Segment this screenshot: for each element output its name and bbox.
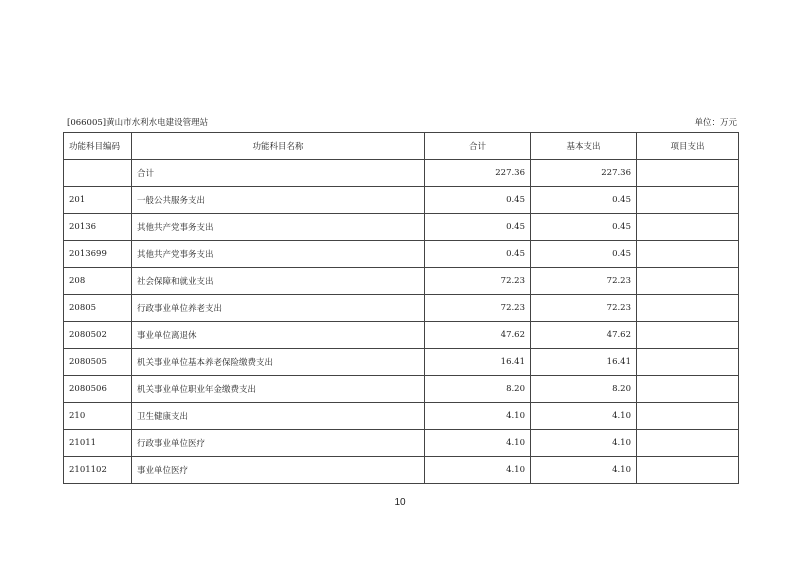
cell-code: 2013699 [64,241,132,268]
cell-total: 16.41 [425,349,531,376]
cell-project [637,376,739,403]
cell-basic: 4.10 [531,457,637,484]
table-body [64,160,739,484]
table-row [64,241,739,268]
cell-name: 机关事业单位职业年金缴费支出 [132,376,425,403]
cell-total: 72.23 [425,268,531,295]
table-row [64,349,739,376]
column-header-code: 功能科目编码 [64,133,132,160]
cell-code: 201 [64,187,132,214]
table-row [64,214,739,241]
cell-name: 行政事业单位医疗 [132,430,425,457]
table-row [64,160,739,187]
cell-total: 227.36 [425,160,531,187]
table-caption [67,116,737,130]
cell-basic: 0.45 [531,214,637,241]
cell-basic: 16.41 [531,349,637,376]
cell-code: 2101102 [64,457,132,484]
cell-total: 4.10 [425,457,531,484]
cell-project [637,160,739,187]
table-row [64,403,739,430]
cell-basic: 8.20 [531,376,637,403]
cell-project [637,349,739,376]
table-row [64,268,739,295]
cell-basic: 4.10 [531,403,637,430]
cell-project [637,214,739,241]
column-header-project: 项目支出 [637,133,739,160]
cell-project [637,187,739,214]
cell-name: 一般公共服务支出 [132,187,425,214]
cell-project [637,268,739,295]
cell-name: 事业单位离退休 [132,322,425,349]
cell-total: 0.45 [425,214,531,241]
cell-name: 卫生健康支出 [132,403,425,430]
cell-project [637,322,739,349]
cell-name: 合计 [132,160,425,187]
cell-basic: 72.23 [531,268,637,295]
cell-code: 2080506 [64,376,132,403]
cell-code [64,160,132,187]
cell-total: 0.45 [425,241,531,268]
cell-code: 2080505 [64,349,132,376]
cell-project [637,457,739,484]
cell-code: 21011 [64,430,132,457]
table-row [64,457,739,484]
table-row [64,187,739,214]
cell-project [637,403,739,430]
cell-project [637,430,739,457]
table-row [64,322,739,349]
cell-basic: 4.10 [531,430,637,457]
cell-basic: 47.62 [531,322,637,349]
cell-project [637,241,739,268]
cell-name: 行政事业单位养老支出 [132,295,425,322]
cell-code: 208 [64,268,132,295]
cell-code: 20136 [64,214,132,241]
cell-total: 4.10 [425,430,531,457]
cell-total: 8.20 [425,376,531,403]
cell-name: 其他共产党事务支出 [132,241,425,268]
cell-basic: 0.45 [531,187,637,214]
cell-total: 72.23 [425,295,531,322]
cell-total: 0.45 [425,187,531,214]
table-row [64,430,739,457]
column-header-total: 合计 [425,133,531,160]
column-header-basic: 基本支出 [531,133,637,160]
column-header-name: 功能科目名称 [132,133,425,160]
table-header-row [64,133,739,160]
page-number: 10 [394,497,406,508]
cell-code: 210 [64,403,132,430]
cell-total: 47.62 [425,322,531,349]
cell-code: 2080502 [64,322,132,349]
unit-label: 单位：万元 [694,118,737,128]
table-row [64,295,739,322]
cell-basic: 0.45 [531,241,637,268]
cell-basic: 227.36 [531,160,637,187]
cell-basic: 72.23 [531,295,637,322]
budget-table [63,132,739,484]
cell-project [637,295,739,322]
table-row [64,376,739,403]
cell-name: 事业单位医疗 [132,457,425,484]
organization-name: [066005]黄山市水利水电建设管理站 [67,118,209,128]
cell-total: 4.10 [425,403,531,430]
cell-name: 社会保障和就业支出 [132,268,425,295]
cell-name: 机关事业单位基本养老保险缴费支出 [132,349,425,376]
cell-code: 20805 [64,295,132,322]
cell-name: 其他共产党事务支出 [132,214,425,241]
